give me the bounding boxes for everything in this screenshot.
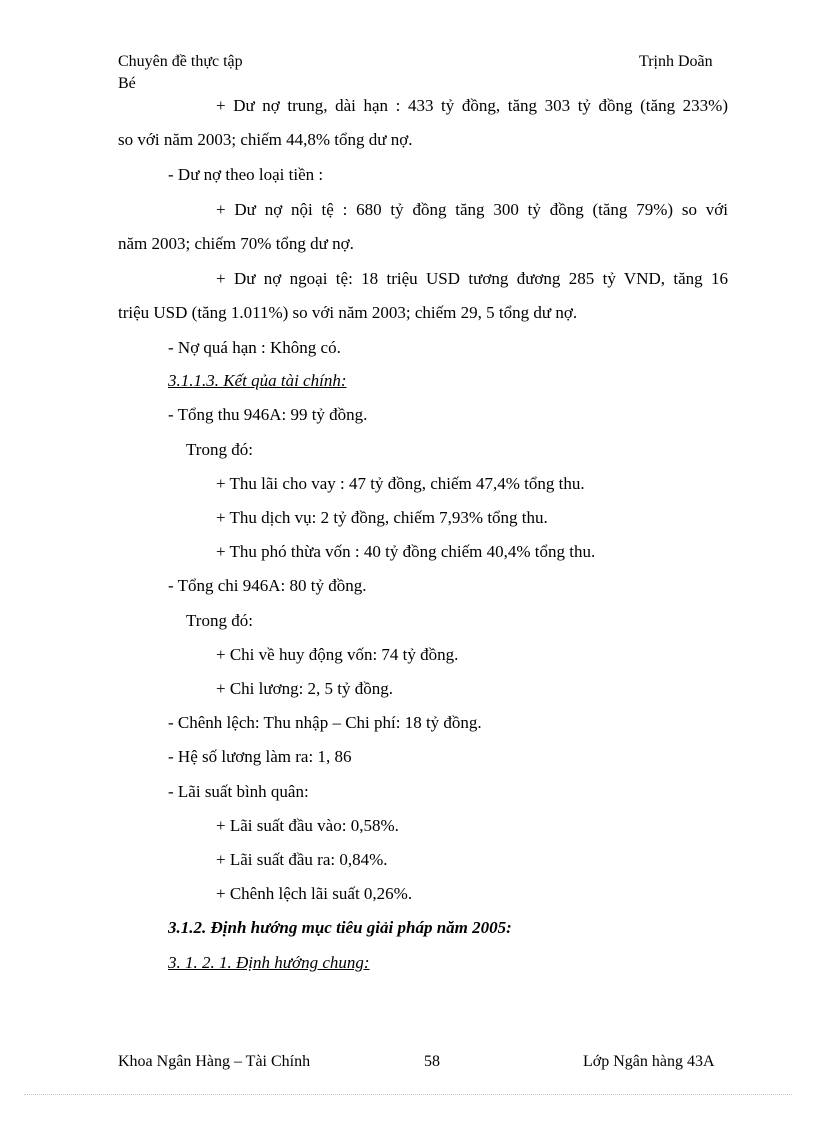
- page-number: 58: [424, 1053, 440, 1070]
- section-heading-3-1-1-3: 3.1.1.3. Kết qủa tài chính:: [168, 371, 347, 390]
- section-heading-3-1-2: 3.1.2. Định hướng mục tiêu giải pháp năm 2005:: [168, 918, 512, 937]
- section-heading-3-1-2-1: 3. 1. 2. 1. Định hướng chung:: [168, 953, 370, 972]
- body-line-24: + Chênh lệch lãi suất 0,26%.: [216, 884, 413, 903]
- body-line-5: năm 2003; chiếm 70% tổng dư nợ.: [118, 234, 354, 253]
- body-line-7: triệu USD (tăng 1.011%) so với năm 2003; chiếm 29, 5 tổng dư nợ.: [118, 303, 578, 322]
- header-left-line1: Chuyên đề thực tập: [118, 53, 243, 70]
- header-right: Trịnh Doãn: [639, 53, 713, 70]
- body-line-8: - Nợ quá hạn : Không có.: [168, 338, 341, 357]
- body-line-2: so với năm 2003; chiếm 44,8% tổng dư nợ.: [118, 130, 413, 149]
- footer-left: Khoa Ngân Hàng – Tài Chính: [118, 1053, 311, 1070]
- body-line-1: + Dư nợ trung, dài hạn : 433 tỷ đồng, tăng 303 tỷ đồng (tăng 233%): [216, 96, 728, 115]
- body-line-17: + Chi về huy động vốn: 74 tỷ đồng.: [216, 645, 459, 664]
- body-line-16: Trong đó:: [186, 611, 253, 630]
- body-line-6: + Dư nợ ngoại tệ: 18 triệu USD tương đương 285 tỷ VND, tăng 16: [216, 269, 728, 288]
- body-line-12: + Thu lãi cho vay : 47 tỷ đồng, chiếm 47,4% tổng thu.: [216, 474, 585, 493]
- body-line-4: + Dư nợ nội tệ : 680 tỷ đồng tăng 300 tỷ đồng (tăng 79%) so với: [216, 200, 728, 219]
- body-line-3: - Dư nợ theo loại tiền :: [168, 165, 324, 184]
- page-bottom-divider: [24, 1094, 792, 1095]
- header-left-line2: Bé: [118, 75, 136, 92]
- body-line-21: - Lãi suất bình quân:: [168, 782, 309, 801]
- body-line-19: - Chênh lệch: Thu nhập – Chi phí: 18 tỷ đồng.: [168, 713, 482, 732]
- footer-right: Lớp Ngân hàng 43A: [583, 1053, 715, 1070]
- body-line-14: + Thu phó thừa vốn : 40 tỷ đồng chiếm 40,4% tổng thu.: [216, 542, 596, 561]
- body-line-20: - Hệ số lương làm ra: 1, 86: [168, 747, 352, 766]
- body-line-10: - Tổng thu 946A: 99 tỷ đồng.: [168, 405, 368, 424]
- body-line-18: + Chi lương: 2, 5 tỷ đồng.: [216, 679, 394, 698]
- body-line-15: - Tổng chi 946A: 80 tỷ đồng.: [168, 576, 367, 595]
- body-line-22: + Lãi suất đầu vào: 0,58%.: [216, 816, 399, 835]
- body-line-13: + Thu dịch vụ: 2 tỷ đồng, chiếm 7,93% tổng thu.: [216, 508, 548, 527]
- body-line-23: + Lãi suất đầu ra: 0,84%.: [216, 850, 388, 869]
- body-line-11: Trong đó:: [186, 440, 253, 459]
